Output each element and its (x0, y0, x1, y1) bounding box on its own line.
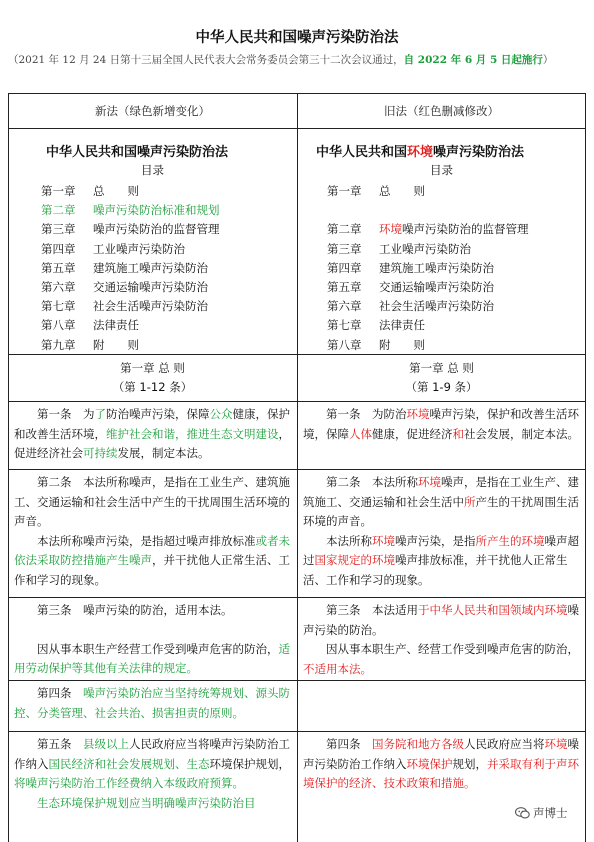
added-text: 将噪声污染防治工作经费纳入本级政府预算。 (14, 776, 244, 790)
old-article-4 (303, 735, 581, 794)
added-text: 或者未依法采取防控措施产生噪声 (14, 533, 290, 567)
effective-date: 自 2022 年 6 月 5 日起施行 (403, 54, 543, 66)
article-text (14, 473, 292, 532)
new-article-4 (14, 684, 292, 723)
article-text (303, 473, 581, 532)
article-text (303, 532, 581, 591)
toc-chapter-name: 噪声污染防治的监督管理 (402, 222, 529, 237)
removed-text: 人体 (349, 426, 372, 441)
new-article-2 (14, 473, 292, 590)
toc-chapter-name: 附 则 (93, 337, 139, 352)
text-run: 第四条 (37, 686, 83, 700)
watermark-text: 声博士 (533, 806, 568, 820)
new-law-title: 中华人民共和国噪声污染防治法 (46, 145, 229, 160)
toc-chapter-number: 第四章 (327, 260, 362, 275)
text-run: 防治噪声污染，保障 (106, 407, 210, 421)
toc-item (41, 259, 220, 278)
text-run: 规划， (452, 756, 487, 771)
old-article-3 (303, 601, 581, 679)
removed-text: 所产生的环境 (475, 533, 545, 548)
added-text: 公众 (209, 407, 233, 421)
toc-item (327, 240, 529, 259)
text-run: 噪声污染，保护和改善生活环境，保障 (303, 407, 579, 441)
removed-text: 并采取有利于声环境保护的经济、技术政策和措施。 (303, 756, 579, 790)
text-run: 人民政府应当将噪声污染防治工作纳入 (14, 737, 290, 771)
text-run: 第四条 (326, 737, 372, 751)
text-run: 因从事本职生产、经营工作受到噪声危害的防治， (326, 642, 579, 656)
toc-item (327, 220, 529, 239)
removed-text: 环境保护 (406, 756, 453, 771)
text-run: 第一条 为 (37, 407, 95, 421)
text-run: 第三条 本法适用 (326, 603, 418, 617)
toc-chapter-name: 工业噪声污染防治 (93, 241, 185, 256)
toc-item (327, 336, 529, 355)
toc-item (327, 316, 529, 335)
toc-chapter-number: 第一章 (327, 184, 362, 198)
added-text: 可持续 (83, 446, 118, 460)
removed-text: 国务院和地方各级 (372, 737, 464, 751)
article-text (14, 640, 292, 679)
toc-chapter-number: 第二章 (41, 203, 76, 218)
text-run: 第五条 (37, 737, 83, 751)
new-chapter1-range: （第 1-12 条） (112, 380, 193, 394)
toc-item (41, 220, 220, 239)
wechat-watermark (515, 805, 568, 821)
added-text: 适用劳动保护等其他有关法律的规定。 (14, 641, 290, 675)
removed-text: 和 (452, 426, 464, 441)
removed-text: 环境 (418, 475, 441, 489)
text-run: ，促进经济社会 (14, 426, 290, 460)
removed-text: 国家规定的环境 (314, 553, 395, 567)
text-run: 噪声污染，是指 (395, 533, 476, 548)
old-toc-label: 目录 (430, 163, 453, 177)
toc-chapter-number: 第七章 (41, 299, 76, 314)
toc-item (41, 182, 220, 201)
toc-chapter-name: 交通运输噪声污染防治 (379, 280, 494, 294)
toc-chapter-name: 交通运输噪声污染防治 (93, 280, 208, 295)
old-law-column-header: 旧法（红色删减修改） (384, 104, 499, 118)
article-text (14, 794, 292, 814)
old-chapter1-heading (298, 359, 585, 397)
text-run: 第二条 本法所称噪声，是指在工业生产、建筑施工、交通运输和社会生活中产生的干扰周围生活环境的声音。 (14, 475, 290, 528)
toc-chapter-name: 噪声污染防治的监督管理 (93, 222, 220, 237)
toc-chapter-name: 法律责任 (379, 318, 425, 333)
article-text (303, 735, 581, 794)
toc-chapter-name: 建筑施工噪声污染防治 (93, 260, 208, 275)
text-run: 本法所称 (326, 533, 372, 548)
added-text: 生态环境保护规划应当明确噪声污染防治目 (37, 795, 256, 810)
text-run: 第一条 为防治 (326, 407, 407, 421)
old-title-part: 噪声污染防治法 (433, 145, 525, 160)
old-article-2 (303, 473, 581, 590)
toc-chapter-name: 噪声污染防治标准和规划 (93, 203, 220, 218)
old-chapter1-title: 第一章 总 则 (409, 361, 474, 375)
removed-text: 环境 (372, 533, 395, 548)
article-text (14, 532, 292, 591)
toc-item (41, 240, 220, 259)
toc-chapter-name: 法律责任 (93, 318, 139, 333)
text-run: 人民政府应当将 (464, 737, 545, 751)
article-text (14, 601, 292, 621)
wechat-icon (515, 807, 530, 819)
toc-item (41, 297, 220, 316)
toc-chapter-name: 社会生活噪声污染防治 (93, 299, 208, 314)
added-text: 了 (94, 407, 106, 421)
text-run: 噪声污染防治工作纳入 (303, 737, 579, 771)
added-text: 噪声污染防治应当坚持统筹规划、源头防控、分类管理、社会共治、损害担责的原则。 (14, 686, 290, 720)
new-article-5 (14, 735, 292, 813)
toc-item (327, 278, 529, 297)
old-law-title (316, 141, 524, 160)
adoption-note-main: （2021 年 12 月 24 日第十三届全国人民代表大会常务委员会第三十二次会议通过， (8, 54, 404, 66)
toc-chapter-number: 第五章 (41, 260, 76, 275)
toc-chapter-name: 社会生活噪声污染防治 (379, 299, 494, 314)
article-text (14, 735, 292, 794)
adoption-note-close: ） (542, 54, 554, 66)
removed-text: 环境 (379, 222, 402, 237)
old-title-part: 中华人民共和国 (316, 145, 408, 160)
removed-text: 于中华人民共和国领域内环境 (418, 603, 568, 617)
old-chapter1-range: （第 1-9 条） (405, 380, 478, 394)
article-text (14, 684, 292, 723)
toc-chapter-number: 第七章 (327, 318, 362, 333)
added-text: 国民经济和社会发展规划、生态 (48, 756, 210, 771)
removed-text: 不适用本法。 (303, 661, 372, 676)
text-run: 噪声排放标准，并干扰他人正常生活、工作和学习的现象。 (303, 553, 568, 587)
new-law-column-header: 新法（绿色新增变化） (95, 104, 210, 118)
added-text: 县级以上 (83, 737, 129, 751)
article-text (303, 601, 581, 640)
text-run: 噪声污染的防治。 (303, 603, 579, 637)
table-left-border (8, 93, 9, 842)
new-chapter1-heading (8, 359, 297, 397)
column-divider (297, 93, 298, 842)
old-article-1 (303, 405, 581, 444)
removed-text: 环境 (406, 407, 430, 421)
text-run: 社会发展，制定本法。 (464, 426, 579, 441)
text-run: 环境保护规划， (209, 756, 290, 771)
toc-chapter-number: 第五章 (327, 280, 362, 294)
toc-item (41, 278, 220, 297)
toc-chapter-number: 第四章 (41, 241, 76, 256)
toc-chapter-number: 第九章 (41, 337, 76, 352)
toc-chapter-name: 附 则 (379, 337, 425, 352)
toc-chapter-number: 第二章 (327, 222, 362, 237)
toc-chapter-number: 第八章 (41, 318, 76, 333)
document-title: 中华人民共和国噪声污染防治法 (195, 30, 399, 46)
article-text (303, 640, 581, 679)
toc-chapter-name: 总 则 (379, 184, 425, 198)
text-run: 发展，制定本法。 (117, 446, 210, 460)
text-run: ，并干扰他人正常生活、工作和学习的现象。 (14, 553, 290, 587)
toc-item (41, 316, 220, 335)
text-run: 第二条 本法所称 (326, 475, 418, 489)
text-run: 健康，保护和改善生活环境， (14, 407, 290, 441)
text-run: 因从事本职生产经营工作受到噪声危害的防治， (37, 641, 279, 656)
toc-chapter-name: 工业噪声污染防治 (379, 241, 471, 256)
toc-chapter-name: 总 则 (93, 184, 139, 198)
text-run: 产生的干扰周围生活环境的声音。 (303, 494, 579, 528)
text-run: 第三条 噪声污染的防治，适用本法。 (37, 603, 233, 617)
removed-text: 所 (464, 494, 476, 509)
text-run: 本法所称噪声污染，是指超过噪声排放标准 (37, 533, 256, 548)
text-run: 噪声超过 (303, 533, 579, 567)
old-title-removed: 环境 (407, 145, 434, 160)
toc-chapter-number: 第三章 (41, 222, 76, 237)
removed-text: 环境 (544, 737, 568, 751)
article-text (14, 405, 292, 464)
toc-chapter-number: 第一章 (41, 184, 76, 198)
new-article-1 (14, 405, 292, 464)
adoption-note (8, 50, 584, 70)
toc-chapter-number: 第六章 (41, 280, 76, 295)
toc-chapter-name: 建筑施工噪声污染防治 (379, 260, 494, 275)
toc-item (327, 297, 529, 316)
new-chapter1-title: 第一章 总 则 (120, 361, 185, 375)
toc-item (41, 201, 220, 220)
old-law-toc (327, 182, 529, 355)
toc-item (41, 336, 220, 355)
toc-chapter-number: 第三章 (327, 241, 362, 256)
table-right-border (585, 93, 586, 842)
text-run: 噪声，是指在工业生产、建筑施工、交通运输和社会生活中 (303, 475, 579, 509)
toc-item (327, 182, 529, 201)
added-text: 维护社会和谐，推进生态文明建设 (106, 426, 279, 441)
new-article-3 (14, 601, 292, 679)
new-law-toc (41, 182, 220, 355)
new-toc-label: 目录 (141, 163, 164, 177)
toc-chapter-number: 第八章 (327, 337, 362, 352)
text-run: 健康，促进经济 (372, 426, 453, 441)
toc-item (327, 259, 529, 278)
article-text (303, 405, 581, 444)
toc-chapter-number: 第六章 (327, 299, 362, 314)
